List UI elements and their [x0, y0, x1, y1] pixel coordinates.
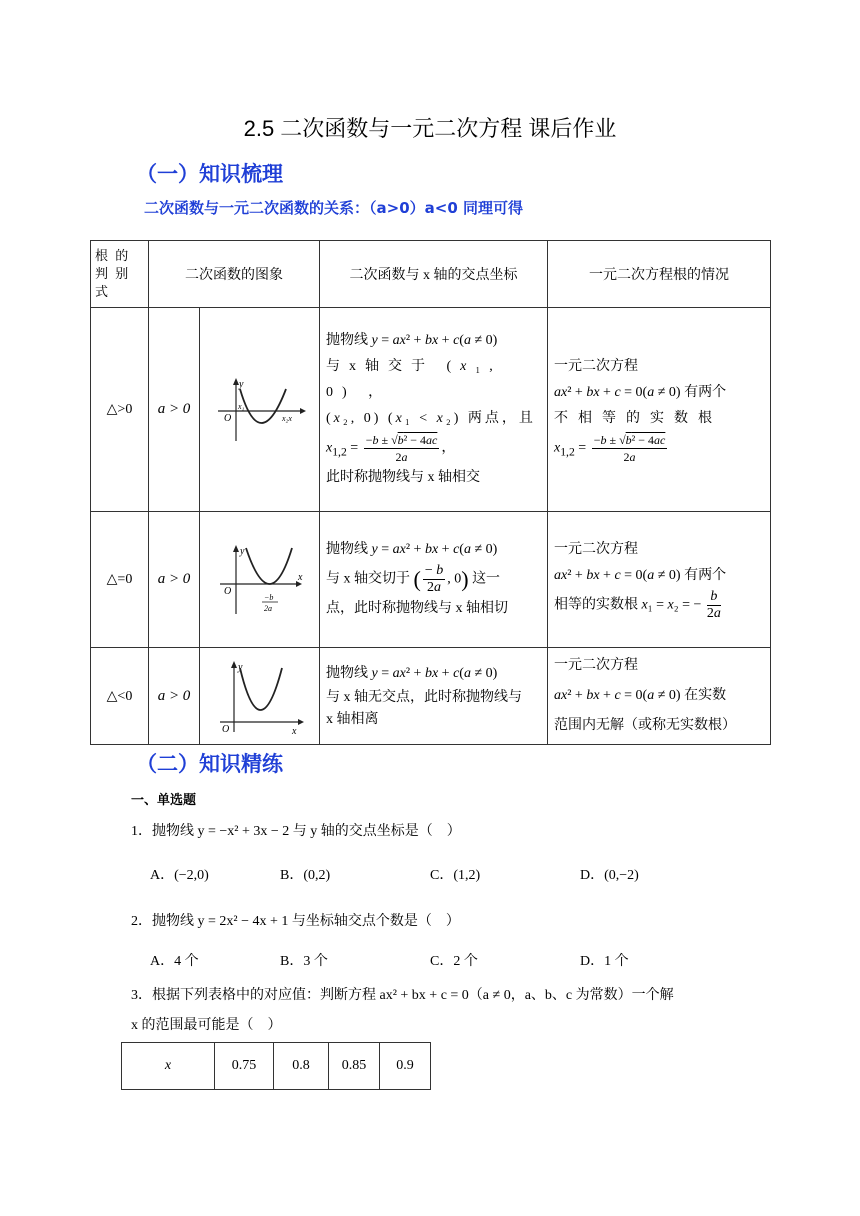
header-discriminant: 根 的 判 别 式	[91, 241, 149, 308]
svg-text:x₁: x₁	[237, 401, 244, 411]
intersection-cell: 抛物线 y = ax² + bx + c(a ≠ 0) 与x轴交于 (x₁, 0) ， (x₂, 0) (x₁ < x₂) 两点，且 $x_{1,2}$ = $\frac{\text{−b ± √b² − 4ac}}{2a}$ ， 此时称抛物线与 x 轴相交	[320, 308, 548, 512]
question-1-option-b[interactable]: B．(0,2)	[280, 868, 331, 883]
svg-text:O: O	[223, 585, 231, 597]
graph-cell	[200, 648, 320, 745]
section-heading-practice: （二）知识精练	[136, 752, 283, 776]
question-3-stem-line2: x 的范围最可能是（ ）	[131, 1018, 282, 1033]
table-row	[91, 648, 771, 745]
section-heading-knowledge: （一）知识梳理	[136, 162, 283, 186]
table-row	[91, 308, 771, 512]
question-2-option-b[interactable]: B．3 个	[280, 954, 328, 969]
page-title: 2.5 二次函数与一元二次方程 课后作业	[243, 116, 617, 141]
discriminant-cell: △<0	[91, 648, 149, 745]
question-1-stem: 1．抛物线 y = −x² + 3x − 2 与 y 轴的交点坐标是（ ）	[131, 824, 461, 839]
question-2-option-c[interactable]: C．2 个	[430, 954, 478, 969]
svg-text:−b: −b	[263, 592, 273, 602]
question-1-option-a[interactable]: A．(−2,0)	[150, 868, 209, 883]
svg-text:y: y	[239, 545, 244, 557]
condition-cell: a > 0	[149, 512, 200, 648]
roots-cell: 一元二次方程 ax² + bx + c = 0(a ≠ 0) 有两个 相等的实数根 x₁ = x₂ = − $\frac{b}{2a}$	[548, 512, 771, 648]
intersection-cell: 抛物线 y = ax² + bx + c(a ≠ 0) 与 x 轴无交点，此时称抛物线与 x 轴相离	[320, 648, 548, 745]
condition-cell: a > 0	[149, 308, 200, 512]
question-3-stem-line1: 3．根据下列表格中的对应值：判断方程 ax² + bx + c = 0（a ≠ 0，a、b、c 为常数）一个解	[131, 988, 674, 1003]
question-2-option-a[interactable]: A．4 个	[150, 954, 199, 969]
header-intersection: 二次函数与 x 轴的交点坐标	[320, 241, 548, 308]
svg-text:x: x	[297, 571, 302, 583]
table-cell: 0.8	[274, 1043, 329, 1090]
roots-cell: 一元二次方程 ax² + bx + c = 0(a ≠ 0) 有两个 不相等的实数根 $x_{1,2}$ = $\frac{\text{−b ± √b² − 4ac}}{2a}$	[548, 308, 771, 512]
graph-cell	[200, 512, 320, 648]
part-heading: 一、单选题	[131, 793, 197, 808]
svg-text:O: O	[223, 412, 231, 424]
parabola-two-roots-graph	[212, 375, 308, 445]
table-header-x: x	[122, 1043, 215, 1090]
question-3-value-table	[121, 1042, 431, 1090]
parabola-no-roots-graph	[212, 656, 308, 736]
intersection-cell: 抛物线 y = ax² + bx + c(a ≠ 0) 与 x 轴交切于 ( $\frac{- b}{2a}$ , 0) 这一 点，此时称抛物线与 x 轴相切	[320, 512, 548, 648]
condition-cell: a > 0	[149, 648, 200, 745]
parabola-tangent-graph	[212, 542, 308, 618]
header-graph: 二次函数的图象	[149, 241, 320, 308]
knowledge-table	[90, 240, 771, 745]
header-roots: 一元二次方程根的情况	[548, 241, 771, 308]
table-row	[122, 1043, 431, 1090]
question-2-stem: 2．抛物线 y = 2x² − 4x + 1 与坐标轴交点个数是（ ）	[131, 914, 460, 929]
question-2-option-d[interactable]: D．1 个	[580, 954, 629, 969]
subsection-heading: 二次函数与一元二次函数的关系：（a>0）a<0 同理可得	[144, 199, 523, 217]
svg-text:x: x	[291, 726, 296, 736]
question-1-option-d[interactable]: D．(0,−2)	[580, 868, 639, 883]
graph-cell	[200, 308, 320, 512]
discriminant-cell: △=0	[91, 512, 149, 648]
svg-text:x₂x: x₂x	[281, 413, 292, 423]
svg-text:y: y	[237, 662, 242, 673]
table-cell: 0.9	[380, 1043, 431, 1090]
roots-cell: 一元二次方程 ax² + bx + c = 0(a ≠ 0) 在实数 范围内无解（或称无实数根）	[548, 648, 771, 745]
discriminant-cell: △>0	[91, 308, 149, 512]
table-header-row	[91, 241, 771, 308]
svg-text:O: O	[221, 724, 229, 735]
svg-text:y: y	[238, 378, 243, 390]
table-cell: 0.85	[329, 1043, 380, 1090]
table-row	[91, 512, 771, 648]
svg-text:2a: 2a	[263, 603, 272, 613]
question-1-option-c[interactable]: C．(1,2)	[430, 868, 481, 883]
table-cell: 0.75	[215, 1043, 274, 1090]
